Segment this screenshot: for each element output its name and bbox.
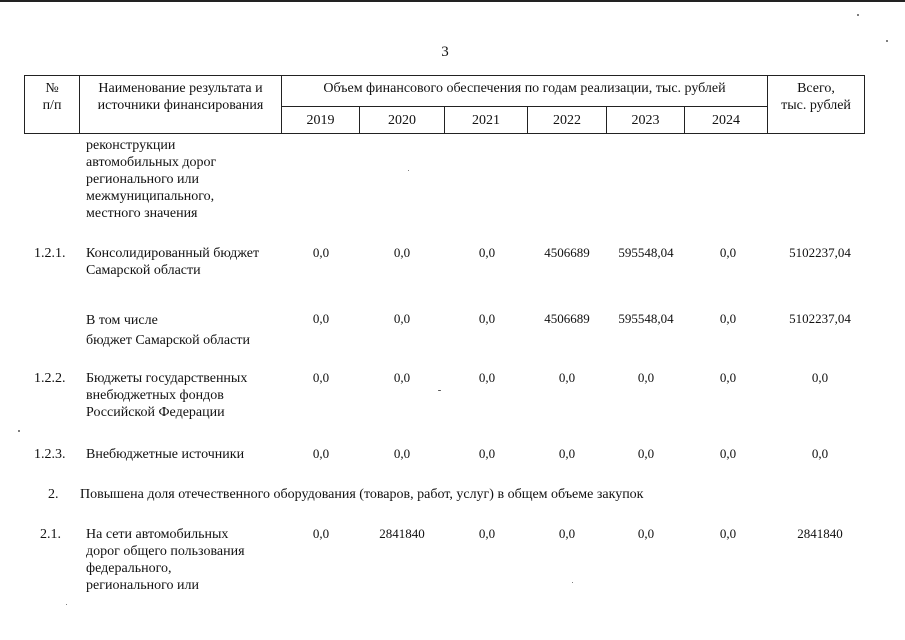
value-2023: 595548,04 xyxy=(618,311,674,326)
value-2021: 0,0 xyxy=(478,311,496,326)
header-year-2024: 2024 xyxy=(712,113,740,128)
row-number: 1.2.2. xyxy=(34,371,66,386)
value-2024: 0,0 xyxy=(719,526,737,541)
value-2020: 0,0 xyxy=(393,370,411,385)
value-2019: 0,0 xyxy=(312,370,330,385)
row-number: 1.2.1. xyxy=(34,246,66,261)
value-total: 5102237,04 xyxy=(789,311,851,326)
value-2019: 0,0 xyxy=(312,311,330,326)
scan-speck xyxy=(438,390,441,391)
section-number: 2. xyxy=(48,487,59,502)
value-2021: 0,0 xyxy=(478,526,496,541)
page-top-border xyxy=(0,0,905,2)
page-number: 3 xyxy=(441,44,449,60)
value-2021: 0,0 xyxy=(478,245,496,260)
value-2022: 0,0 xyxy=(558,446,576,461)
continuation-text: реконструкции автомобильных дорог регионального или межмуниципального, местного значения xyxy=(86,138,217,221)
value-2024: 0,0 xyxy=(719,446,737,461)
scan-speck xyxy=(572,582,573,583)
row-name: Консолидированный бюджет Самарской области xyxy=(86,246,260,278)
value-2023: 0,0 xyxy=(637,370,655,385)
value-2024: 0,0 xyxy=(719,311,737,326)
header-total-label: Всего, тыс. рублей xyxy=(781,81,851,113)
value-2021: 0,0 xyxy=(478,370,496,385)
value-2021: 0,0 xyxy=(478,446,496,461)
header-year-2019: 2019 xyxy=(306,113,335,128)
value-2023: 0,0 xyxy=(637,526,655,541)
header-num-label: № п/п xyxy=(42,81,62,113)
value-2020: 0,0 xyxy=(393,245,411,260)
value-total: 0,0 xyxy=(811,446,829,461)
header-year-2020: 2020 xyxy=(388,113,416,128)
scan-speck xyxy=(857,14,859,16)
value-2020: 0,0 xyxy=(393,311,411,326)
value-total: 5102237,04 xyxy=(789,245,851,260)
row-name: Внебюджетные источники xyxy=(86,447,245,462)
row-name: Бюджеты государственных внебюджетных фондов Российской Федерации xyxy=(86,371,248,420)
header-volume-label: Объем финансового обеспечения по годам реализации, тыс. рублей xyxy=(323,81,726,96)
section-title: Повышена доля отечественного оборудования (товаров, работ, услуг) в общем объеме закупок xyxy=(80,487,644,502)
row-name: В том числе бюджет Самарской области xyxy=(86,313,250,348)
header-year-2023: 2023 xyxy=(631,113,660,128)
value-2022: 0,0 xyxy=(558,526,576,541)
scan-speck xyxy=(886,40,888,42)
value-2019: 0,0 xyxy=(312,526,330,541)
header-year-2022: 2022 xyxy=(553,113,581,128)
value-total: 2841840 xyxy=(797,526,843,541)
header-year-2021: 2021 xyxy=(472,113,500,128)
scan-speck xyxy=(18,430,20,432)
value-2019: 0,0 xyxy=(312,446,330,461)
value-2020: 0,0 xyxy=(393,446,411,461)
value-2020: 2841840 xyxy=(379,526,425,541)
row-name: На сети автомобильных дорог общего пользования федерального, регионального или xyxy=(86,527,245,593)
value-2022: 4506689 xyxy=(544,245,590,260)
scan-speck xyxy=(66,604,67,605)
value-2023: 595548,04 xyxy=(618,245,674,260)
value-2024: 0,0 xyxy=(719,245,737,260)
header-name-label: Наименование результата и источники финансирования xyxy=(97,81,264,113)
value-2022: 0,0 xyxy=(558,370,576,385)
value-total: 0,0 xyxy=(811,370,829,385)
value-2023: 0,0 xyxy=(637,446,655,461)
value-2019: 0,0 xyxy=(312,245,330,260)
row-number: 2.1. xyxy=(40,527,61,542)
value-2022: 4506689 xyxy=(544,311,590,326)
value-2024: 0,0 xyxy=(719,370,737,385)
scan-speck xyxy=(408,170,409,171)
row-number: 1.2.3. xyxy=(34,447,66,462)
